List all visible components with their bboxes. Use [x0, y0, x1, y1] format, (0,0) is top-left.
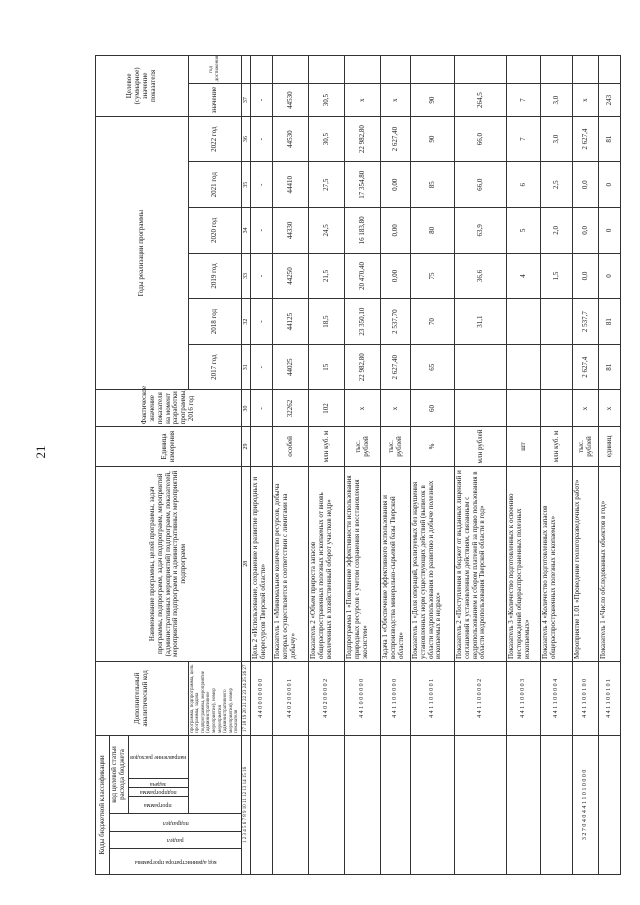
- final-year-cell: [309, 56, 345, 84]
- additional-code-cell: 4 4 1 1 0 0 1 0 0: [573, 661, 599, 735]
- actual-value-cell: 32262: [273, 390, 309, 427]
- year-value-cell: -: [251, 208, 273, 254]
- year-value-cell: 24,5: [309, 208, 345, 254]
- year-value-cell: 0: [599, 208, 621, 254]
- actual-value-cell: [541, 390, 573, 427]
- unit-cell: млн куб. м: [309, 427, 345, 466]
- year-value-cell: 22 982,80: [345, 116, 381, 162]
- index-cell: 30: [242, 390, 251, 427]
- row-name-cell: Цель 2 «Использование, сохранение и развитие природных и биоресурсов Тверской области»: [251, 466, 273, 661]
- final-value-cell: х: [345, 84, 381, 117]
- year-value-cell: 2 627,4: [573, 344, 599, 390]
- unit-cell: единиц: [599, 427, 621, 466]
- year-value-cell: 15: [309, 344, 345, 390]
- year-2021-header: 2021 год: [188, 162, 241, 208]
- actual-value-cell: -: [251, 390, 273, 427]
- final-value-cell: 44530: [273, 84, 309, 117]
- table-row: [273, 56, 309, 875]
- final-year-cell: [455, 56, 507, 84]
- year-value-cell: 7: [507, 116, 541, 162]
- budget-code-cell: [455, 735, 507, 874]
- actual-value-cell: х: [345, 390, 381, 427]
- final-value-cell: -: [251, 84, 273, 117]
- row-name-cell: Показатель 4 «Количество подготовленных запасов общераспространенных полезных ископаемых»: [541, 466, 573, 661]
- final-year-cell: [381, 56, 411, 84]
- additional-code-cell: 4 4 1 1 0 0 0 0 3: [507, 661, 541, 735]
- budget-code-cell: 3 2 7 0 4 0 4 4 1 1 0 1 0 0 0 0: [573, 735, 599, 874]
- year-value-cell: 21,5: [309, 253, 345, 299]
- additional-code-cell: 4 4 1 1 0 0 0 0 1: [411, 661, 455, 735]
- actual-value-cell: [507, 390, 541, 427]
- final-value-cell: 30,5: [309, 84, 345, 117]
- table-row: [541, 56, 573, 875]
- year-value-cell: -: [251, 162, 273, 208]
- year-value-cell: 44330: [273, 208, 309, 254]
- additional-code-cell: 4 4 1 0 0 0 0 0 0: [345, 661, 381, 735]
- unit-column-header: Единица измерения: [96, 427, 242, 466]
- year-value-cell: 16 183,80: [345, 208, 381, 254]
- year-value-cell: 75: [411, 253, 455, 299]
- target-article-digits: [188, 735, 241, 813]
- additional-code-cell: 4 4 0 2 0 0 0 0 1: [273, 661, 309, 735]
- actual-value-cell: 102: [309, 390, 345, 427]
- index-cell: 34: [242, 208, 251, 254]
- additional-code-cell: 4 4 0 2 0 0 0 0 2: [309, 661, 345, 735]
- final-year-cell: [411, 56, 455, 84]
- year-value-cell: 2 627,40: [381, 116, 411, 162]
- year-value-cell: 0,00: [381, 253, 411, 299]
- additional-code-cell: 4 4 0 0 0 0 0 0 0: [251, 661, 273, 735]
- unit-cell: тыс. рублей: [381, 427, 411, 466]
- final-year-cell: [273, 56, 309, 84]
- year-value-cell: 44530: [273, 116, 309, 162]
- year-value-cell: 2,5: [541, 162, 573, 208]
- task-code-header: задача: [128, 779, 188, 788]
- year-value-cell: -: [251, 299, 273, 345]
- year-value-cell: 90: [411, 116, 455, 162]
- year-value-cell: 0,0: [573, 208, 599, 254]
- year-value-cell: 36,6: [455, 253, 507, 299]
- year-2019-header: 2019 год: [188, 253, 241, 299]
- actual-value-cell: [455, 390, 507, 427]
- final-value-cell: 3,0: [541, 84, 573, 117]
- year-value-cell: 63,9: [455, 208, 507, 254]
- year-value-cell: 2 627,40: [381, 344, 411, 390]
- index-cell: 35: [242, 162, 251, 208]
- year-value-cell: 66,0: [455, 116, 507, 162]
- year-value-cell: 2 537,70: [381, 299, 411, 345]
- year-value-cell: 85: [411, 162, 455, 208]
- table-row: [381, 56, 411, 875]
- year-value-cell: 0,00: [381, 208, 411, 254]
- final-year-cell: [573, 56, 599, 84]
- additional-code-header: Дополнительный аналитический код: [96, 661, 189, 735]
- budget-code-cell: [507, 735, 541, 874]
- year-2022-header: 2022 год: [188, 116, 241, 162]
- actual-value-header: Фактическое значение показателя на момент разработки программы, 2016 год: [96, 390, 242, 427]
- year-value-cell: 31,1: [455, 299, 507, 345]
- final-value-cell: 90: [411, 84, 455, 117]
- index-cells-additional: 17 18 19 20 21 22 23 24 25 26 27: [242, 661, 251, 735]
- year-value-cell: 27,5: [309, 162, 345, 208]
- final-year-cell: [251, 56, 273, 84]
- year-2018-header: 2018 год: [188, 299, 241, 345]
- year-value-cell: 44410: [273, 162, 309, 208]
- budget-code-cell: [309, 735, 345, 874]
- year-value-cell: 20 470,40: [345, 253, 381, 299]
- table-row: [573, 56, 599, 875]
- budget-code-cell: [541, 735, 573, 874]
- year-value-cell: 22 982,80: [345, 344, 381, 390]
- year-value-cell: 18,5: [309, 299, 345, 345]
- additional-code-cell: 4 4 1 1 0 0 0 0 4: [541, 661, 573, 735]
- budget-codes-header: Коды бюджетной классификации: [96, 735, 110, 874]
- actual-value-cell: х: [599, 390, 621, 427]
- year-value-cell: 44125: [273, 299, 309, 345]
- year-value-cell: -: [251, 344, 273, 390]
- year-value-cell: 5: [507, 208, 541, 254]
- year-value-cell: 2 627,4: [573, 116, 599, 162]
- year-2017-header: 2017 год: [188, 344, 241, 390]
- year-value-cell: 6: [507, 162, 541, 208]
- year-value-cell: 4: [507, 253, 541, 299]
- budget-code-cell: [345, 735, 381, 874]
- row-name-cell: Показатель 1 «Доля операций, реализуемых без нарушения установленных норм существующих действий (выписок в области недропользования по развитию и добыче полезных ископаемых в недрах»: [411, 466, 455, 661]
- index-cells-codes: 1 2 3 4 5 6 7 8 9 10 11 12 13 14 15 16: [242, 735, 251, 874]
- year-value-cell: 2 537,7: [573, 299, 599, 345]
- unit-cell: шт: [507, 427, 541, 466]
- row-name-cell: Показатель 1 «Минимальное количество ресурсов, добыча которых осуществляется в соответствии с лимитами на добычу»: [273, 466, 309, 661]
- year-value-cell: 44250: [273, 253, 309, 299]
- unit-cell: тыс. рублей: [345, 427, 381, 466]
- year-value-cell: 30,5: [309, 116, 345, 162]
- unit-cell: млн рублей: [455, 427, 507, 466]
- final-year-cell: [599, 56, 621, 84]
- year-value-cell: 81: [599, 116, 621, 162]
- year-value-cell: 81: [599, 344, 621, 390]
- program-table-scan: [95, 55, 613, 875]
- year-value-cell: 80: [411, 208, 455, 254]
- year-value-cell: 3,0: [541, 116, 573, 162]
- final-value-cell: х: [573, 84, 599, 117]
- row-name-cell: Подпрограмма 1 «Повышение эффективности использования природных ресурсов с учетом сохранения и восстановления экосистем»: [345, 466, 381, 661]
- table-row: [345, 56, 381, 875]
- index-cell: 29: [242, 427, 251, 466]
- year-value-cell: 44025: [273, 344, 309, 390]
- table-row: [309, 56, 345, 875]
- year-value-cell: -: [251, 253, 273, 299]
- final-year-subheader: год достижения: [188, 56, 241, 84]
- year-value-cell: 0,0: [573, 162, 599, 208]
- index-cell: 28: [242, 466, 251, 661]
- year-value-cell: [541, 344, 573, 390]
- year-value-cell: 0: [599, 162, 621, 208]
- index-cell: [242, 56, 251, 84]
- row-name-cell: Показатель 3 «Количество подготовленных к освоению месторождений общераспространенных полезных ископаемых»: [507, 466, 541, 661]
- budget-code-cell: [381, 735, 411, 874]
- year-value-cell: 0: [599, 253, 621, 299]
- index-cell: 37: [242, 84, 251, 117]
- unit-cell: особей: [273, 427, 309, 466]
- additional-code-subheaders: программа, подпрограмма, цель программы, задача подпрограммы, мероприятие (административное мероприятие), номер мероприятия (административного мероприятия), номер показателя: [188, 661, 241, 735]
- unit-cell: %: [411, 427, 455, 466]
- table-row: [507, 56, 541, 875]
- year-value-cell: 65: [411, 344, 455, 390]
- unit-cell: [251, 427, 273, 466]
- year-value-cell: 17 354,80: [345, 162, 381, 208]
- final-year-cell: [507, 56, 541, 84]
- year-value-cell: 81: [599, 299, 621, 345]
- subsection-header: подраздел: [110, 814, 242, 831]
- additional-code-cell: 4 4 1 1 0 0 1 0 1: [599, 661, 621, 735]
- year-value-cell: [541, 299, 573, 345]
- index-cell: 32: [242, 299, 251, 345]
- final-year-cell: [541, 56, 573, 84]
- row-name-cell: Мероприятие 1.01 «Проведение геологоразведочных работ»: [573, 466, 599, 661]
- years-group-header: Годы реализации программы: [96, 116, 189, 390]
- year-value-cell: [507, 344, 541, 390]
- additional-code-cell: 4 4 1 1 0 0 0 0 0: [381, 661, 411, 735]
- year-value-cell: 0,00: [381, 162, 411, 208]
- table-row: [599, 56, 621, 875]
- year-value-cell: 70: [411, 299, 455, 345]
- table-row: [251, 56, 273, 875]
- year-value-cell: 2,0: [541, 208, 573, 254]
- row-name-cell: Задача 1 «Обеспечение эффективного использования и воспроизводства минерально-сырьевой базы Тверской области»: [381, 466, 411, 661]
- year-value-cell: [507, 299, 541, 345]
- index-cell: 31: [242, 344, 251, 390]
- final-value-cell: х: [381, 84, 411, 117]
- year-2020-header: 2020 год: [188, 208, 241, 254]
- subprogram-code-header: подпрограмма: [128, 788, 188, 797]
- actual-value-cell: х: [381, 390, 411, 427]
- index-cell: 36: [242, 116, 251, 162]
- program-code-header: программа: [128, 796, 188, 813]
- column-index-row: [242, 56, 251, 875]
- year-value-cell: -: [251, 116, 273, 162]
- actual-value-cell: х: [573, 390, 599, 427]
- actual-value-cell: 60: [411, 390, 455, 427]
- index-cell: 33: [242, 253, 251, 299]
- year-value-cell: 66,0: [455, 162, 507, 208]
- row-name-cell: Показатель 2 «Поступления в бюджет от выданных лицензий и соглашений к установленным действиям, связанным с недропользованием и сбором платежей за право пользования в области недропользования Тверской области в год»: [455, 466, 507, 661]
- final-value-cell: 243: [599, 84, 621, 117]
- budget-code-cell: [599, 735, 621, 874]
- final-value-subheader: значение: [188, 84, 241, 117]
- year-value-cell: 1,5: [541, 253, 573, 299]
- admin-code-header: код администратора программы: [110, 848, 242, 874]
- year-value-cell: 23 350,10: [345, 299, 381, 345]
- event-direction-header: направление расходов: [128, 735, 188, 779]
- row-name-cell: Показатель 1 «Число обследованных объектов в год»: [599, 466, 621, 661]
- final-value-cell: 264,5: [455, 84, 507, 117]
- section-header: раздел: [110, 831, 242, 848]
- program-indicators-table: [95, 55, 621, 875]
- final-year-cell: [345, 56, 381, 84]
- final-value-header: Целевое (суммарное) значение показателя: [96, 56, 189, 117]
- final-value-cell: 7: [507, 84, 541, 117]
- unit-cell: тыс. рублей: [573, 427, 599, 466]
- table-row: [411, 56, 455, 875]
- budget-code-cell: [251, 735, 273, 874]
- year-value-cell: 0,0: [573, 253, 599, 299]
- row-name-cell: Показатель 2 «Объем прироста запасов общераспространенных полезных ископаемых от вновь вовлеченных в хозяйственный оборот участков недр»: [309, 466, 345, 661]
- unit-cell: млн куб. м: [541, 427, 573, 466]
- name-column-header: Наименование программы, целей программы, задач программы, подпрограмм, задач подпрограмм, мероприятий (административных мероприятий) подпрограмм, показателей, мероприятий подпрограмм и административных мероприятий подпрограмм: [96, 466, 242, 661]
- table-row: [455, 56, 507, 875]
- budget-code-cell: [273, 735, 309, 874]
- year-value-cell: [455, 344, 507, 390]
- target-article-header: код целевой статьи расхода бюджета: [110, 735, 129, 813]
- additional-code-cell: 4 4 1 1 0 0 0 0 2: [455, 661, 507, 735]
- budget-code-cell: [411, 735, 455, 874]
